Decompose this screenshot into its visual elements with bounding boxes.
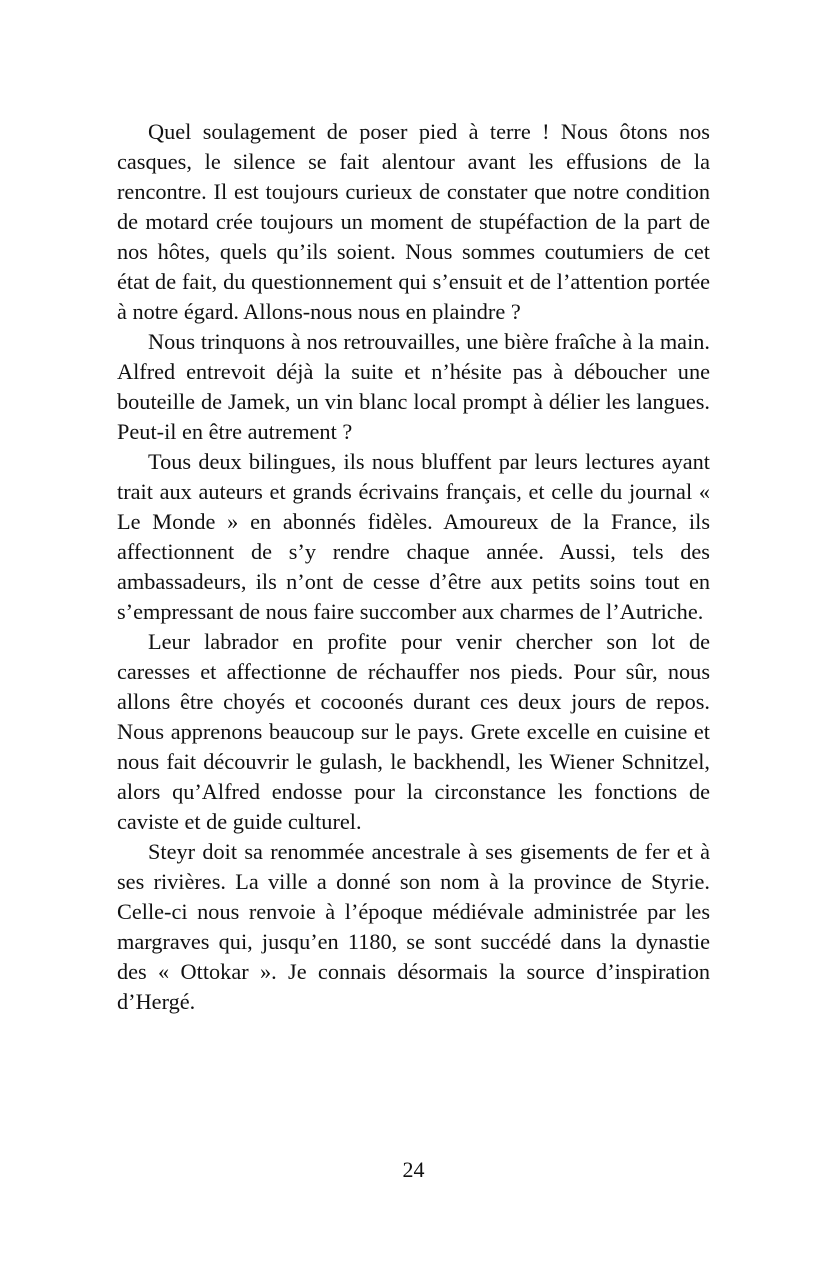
page-number: 24 [402,1157,425,1182]
paragraph-4: Leur labrador en profite pour venir chercher son lot de caresses et affectionne de réchauffer nos pieds. Pour sûr, nous allons être choyés et cocoonés durant ces deux jours de repos. Nous apprenons beaucoup sur le pays. Grete excelle en cuisine et nous fait découvrir le gulash, le backhendl, les Wiener Schnitzel, alors qu’Alfred endosse pour la circonstance les fonctions de caviste et de guide culturel. [117,629,710,834]
paragraph-2: Nous trinquons à nos retrouvailles, une bière fraîche à la main. Alfred entrevoit déjà la suite et n’hésite pas à déboucher une bouteille de Jamek, un vin blanc local prompt à délier les langues. Peut-il en être autrement ? [117,329,710,444]
paragraph-1: Quel soulagement de poser pied à terre ! Nous ôtons nos casques, le silence se fait alentour avant les effusions de la rencontre. Il est toujours curieux de constater que notre condition de motard crée toujours un moment de stupéfaction de la part de nos hôtes, quels qu’ils soient. Nous sommes coutumiers de cet état de fait, du questionnement qui s’ensuit et de l’attention portée à notre égard. Allons-nous nous en plaindre ? [117,119,710,324]
paragraph-3: Tous deux bilingues, ils nous bluffent par leurs lectures ayant trait aux auteurs et grands écrivains français, et celle du journal « Le Monde » en abonnés fidèles. Amoureux de la France, ils affectionnent de s’y rendre chaque année. Aussi, tels des ambassadeurs, ils n’ont de cesse d’être aux petits soins tout en s’empressant de nous faire succomber aux charmes de l’Autriche. [117,449,710,624]
page-body-text [117,117,710,1017]
paragraph-5: Steyr doit sa renommée ancestrale à ses gisements de fer et à ses rivières. La ville a donné son nom à la province de Styrie. Celle-ci nous renvoie à l’époque médiévale administrée par les margraves qui, jusqu’en 1180, se sont succédé dans la dynastie des « Ottokar ». Je connais désormais la source d’inspiration d’Hergé. [117,839,710,1014]
